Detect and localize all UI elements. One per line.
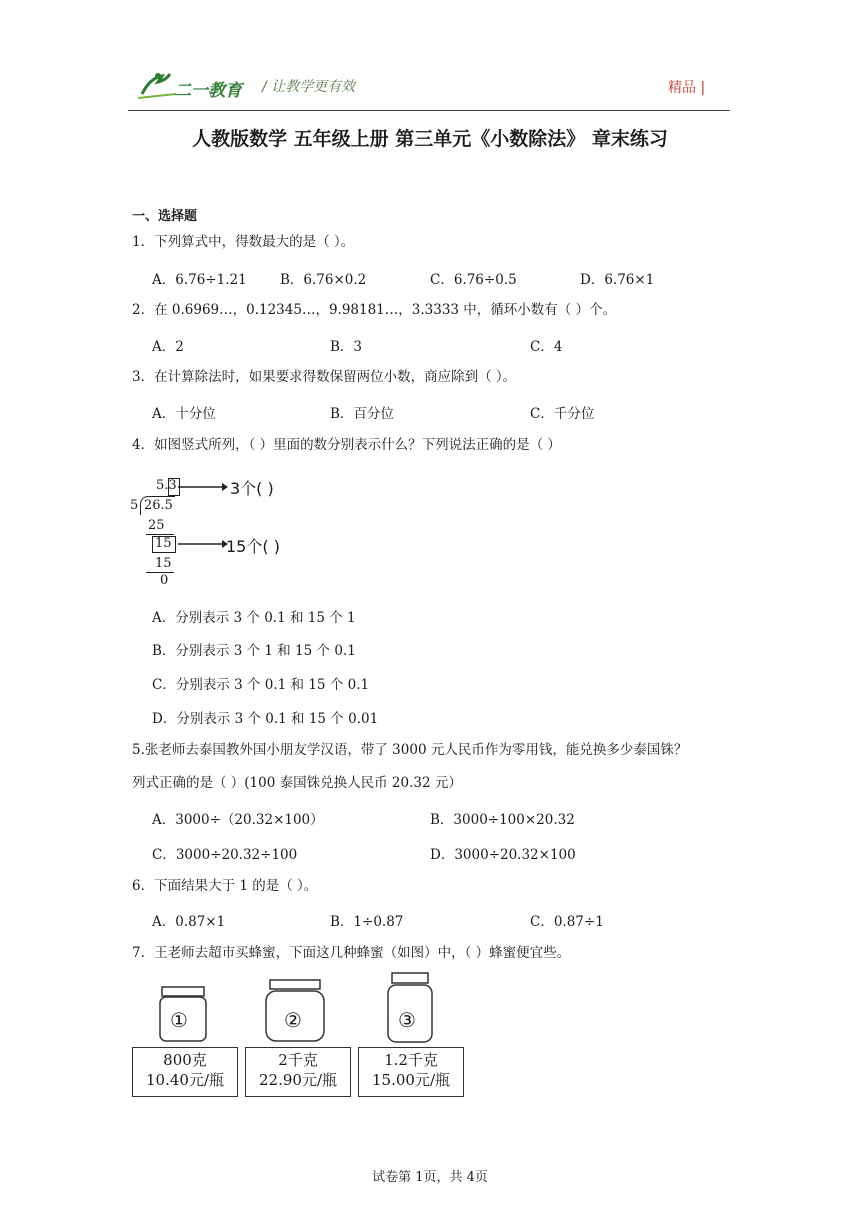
- q5-option-a[interactable]: A．3000÷（20.32×100）: [152, 812, 324, 828]
- page-title: 人教版数学 五年级上册 第三单元《小数除法》 章末练习: [192, 128, 668, 150]
- divisor: 5: [130, 498, 139, 513]
- jar-3-number: ③: [398, 1008, 416, 1032]
- q1-option-c[interactable]: C．6.76÷0.5: [430, 272, 517, 288]
- jar-1-price: 10.40元/瓶: [146, 1071, 224, 1089]
- q3-option-c[interactable]: C．千分位: [530, 406, 595, 422]
- slogan: / 让教学更有效: [262, 79, 356, 95]
- brand-logo: [136, 70, 256, 102]
- quality-badge: 精品 |: [668, 80, 706, 96]
- rule-1: [146, 534, 174, 535]
- quotient: 5.3: [156, 478, 177, 493]
- arrows: [178, 480, 228, 560]
- jar-2-weight: 2千克: [278, 1051, 318, 1069]
- page-footer: 试卷第 1页，共 4页: [372, 1170, 488, 1185]
- q6-option-b[interactable]: B．1÷0.87: [330, 914, 404, 930]
- q2-option-b[interactable]: B．3: [330, 339, 363, 355]
- q1-option-d[interactable]: D．6.76×1: [580, 272, 655, 288]
- question-5-line-2: 列式正确的是（ ）(100 泰国铢兑换人民币 20.32 元）: [132, 775, 462, 791]
- label-2: 15个( ): [226, 537, 280, 556]
- logo-text: 二一教育: [174, 81, 242, 101]
- q4-option-a[interactable]: A．分别表示 3 个 0.1 和 15 个 1: [152, 610, 356, 626]
- jar-1-label: [132, 1047, 238, 1097]
- question-4: 4．如图竖式所列，（ ）里面的数分别表示什么？下列说法正确的是（ ）: [132, 437, 561, 453]
- remainder: 0: [160, 573, 169, 588]
- q1-option-a[interactable]: A．6.76÷1.21: [152, 272, 247, 288]
- jar-3-label: [358, 1047, 464, 1097]
- q2-option-c[interactable]: C．4: [530, 339, 563, 355]
- q1-option-b[interactable]: B．6.76×0.2: [280, 272, 367, 288]
- label-1: 3个( ): [230, 479, 274, 498]
- jar-1-number: ①: [170, 1008, 188, 1032]
- long-division-figure: [128, 472, 328, 590]
- question-6: 6．下面结果大于 1 的是（ ）。: [132, 878, 318, 894]
- q5-option-b[interactable]: B．3000÷100×20.32: [430, 812, 575, 828]
- question-1: 1．下列算式中，得数最大的是（ ）。: [132, 234, 355, 250]
- q5-option-c[interactable]: C．3000÷20.32÷100: [152, 847, 298, 863]
- jar-3-weight: 1.2千克: [384, 1051, 438, 1069]
- q4-option-c[interactable]: C．分别表示 3 个 0.1 和 15 个 0.1: [152, 677, 370, 693]
- question-3: 3．在计算除法时，如果要求得数保留两位小数，商应除到（ ）。: [132, 369, 517, 385]
- q6-option-a[interactable]: A．0.87×1: [152, 914, 226, 930]
- step-2: 15: [155, 536, 172, 551]
- jar-2-price: 22.90元/瓶: [259, 1071, 337, 1089]
- honey-jars-figure: [132, 972, 482, 1100]
- q2-option-a[interactable]: A．2: [152, 339, 184, 355]
- header-divider: [128, 110, 730, 111]
- q6-option-c[interactable]: C．0.87÷1: [530, 914, 604, 930]
- q3-option-b[interactable]: B．百分位: [330, 406, 394, 422]
- question-5: 5.张老师去泰国教外国小朋友学汉语，带了 3000 元人民币作为零用钱，能兑换多少泰国铢？: [132, 742, 688, 758]
- step-3: 15: [155, 556, 172, 571]
- jar-1-weight: 800克: [163, 1051, 207, 1069]
- section-heading: 一、选择题: [132, 209, 198, 224]
- jar-3-price: 15.00元/瓶: [372, 1071, 450, 1089]
- jar-2-number: ②: [284, 1008, 302, 1032]
- question-2: 2．在 0.6969…，0.12345…，9.98181…，3.3333 中，循环小数有（ ）个。: [132, 302, 617, 318]
- q4-option-d[interactable]: D．分别表示 3 个 0.1 和 15 个 0.01: [152, 711, 379, 727]
- q3-option-a[interactable]: A．十分位: [152, 406, 216, 422]
- q5-option-d[interactable]: D．3000÷20.32×100: [430, 847, 576, 863]
- step-1: 25: [148, 518, 165, 533]
- q4-option-b[interactable]: B．分别表示 3 个 1 和 15 个 0.1: [152, 643, 356, 659]
- jar-2-label: [245, 1047, 351, 1097]
- question-7: 7．王老师去超市买蜂蜜，下面这几种蜂蜜（如图）中，（ ）蜂蜜便宜些。: [132, 945, 571, 961]
- dividend: 26.5: [144, 498, 173, 513]
